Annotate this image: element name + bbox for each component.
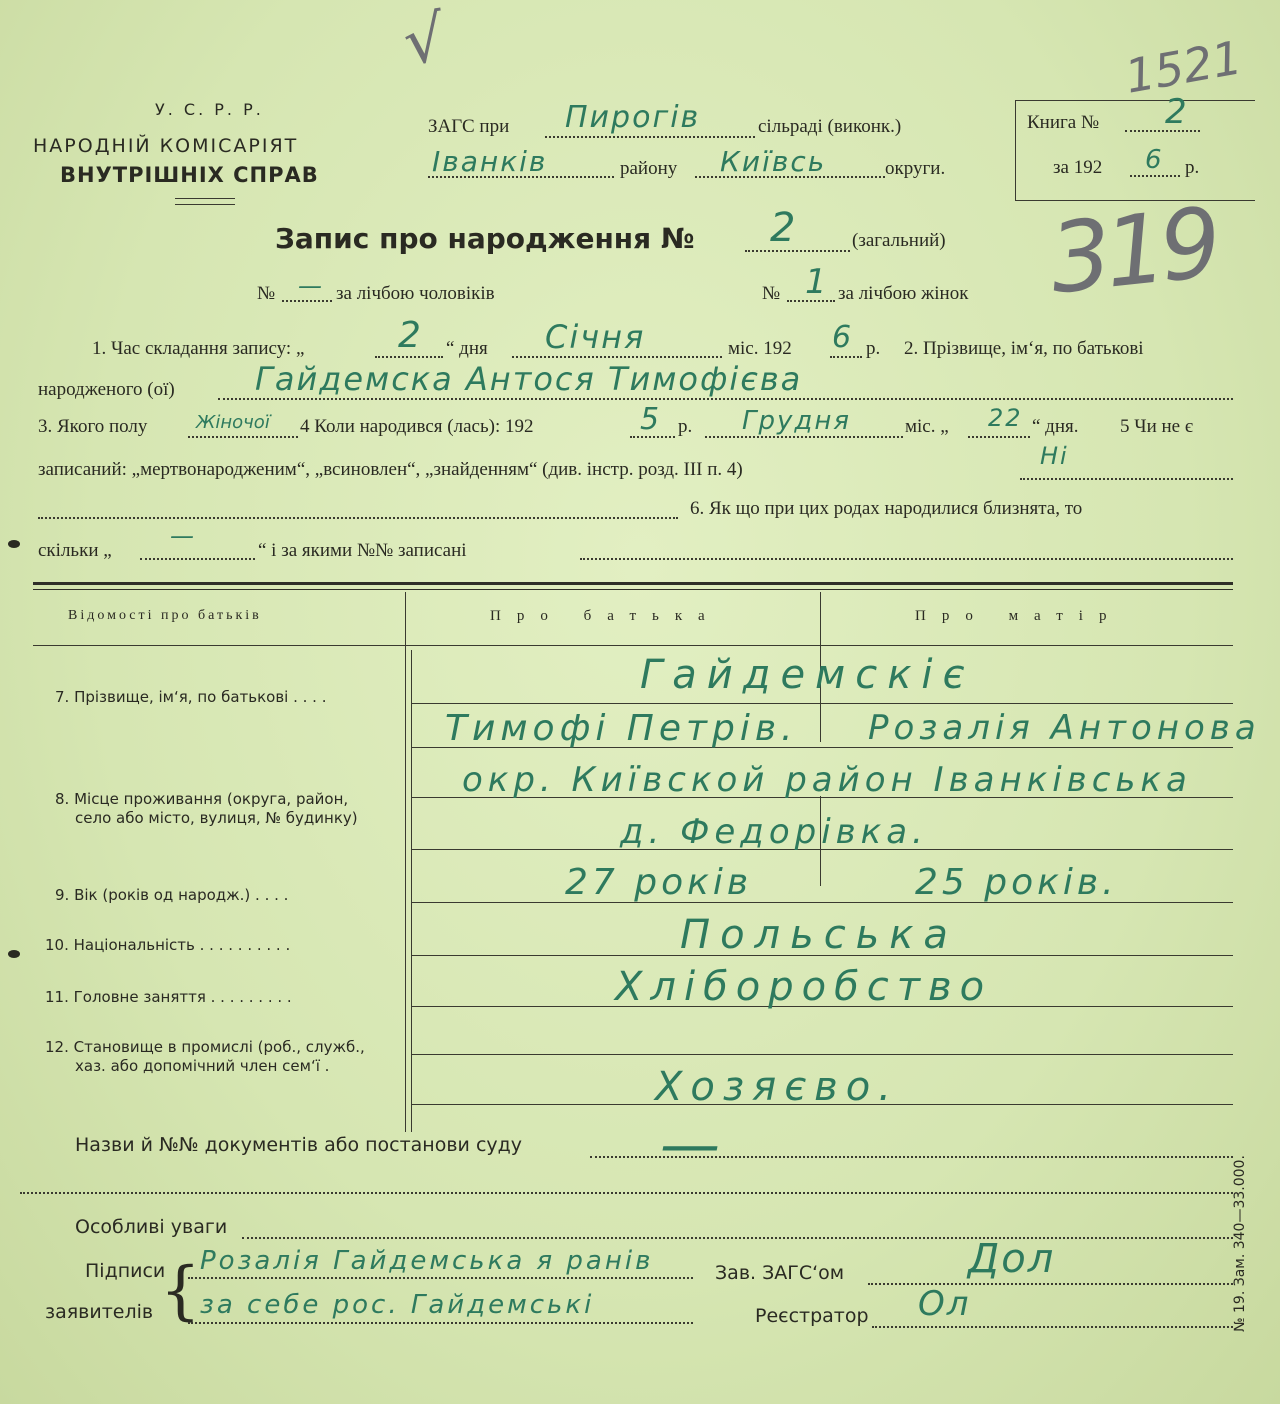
field-1-year-value: 6 [832,320,854,355]
zags-village-value: Пирогів [565,100,701,135]
commissariat-header: НАРОДНІЙ КОМІСАРІЯТ [33,135,299,157]
women-no-sign: № [762,283,781,304]
zags-village-label: сільраді (виконк.) [758,116,902,137]
ussr-header: У. С. Р. Р. [155,100,264,119]
field-4-label: 4 Коли народився (лась): 192 [300,416,534,437]
field-1-day-label: “ дня [446,338,488,359]
pencil-check-mark: √ [399,1,450,81]
book-year-value: 6 [1145,145,1164,175]
residence-line-1-value: окр. Київской район Іванківська [462,760,1192,800]
field-5-value: Ні [1040,442,1069,470]
twins-count-value: — [170,522,196,550]
row-label-residence-cont: село або місто, вулиця, № будинку) [75,809,358,827]
men-count-value: — [298,272,324,300]
ministry-header: ВНУТРІШНІХ СПРАВ [60,163,319,187]
field-1-month-label: міс. 192 [728,338,792,359]
birth-month-label: міс. „ [905,416,949,437]
district-value: Іванків [432,145,548,178]
registrar-label: Реєстратор [755,1305,869,1327]
field-5-label-cont: записаний: „мертвонародженим“, „всиновлен“, „знайденням“ (див. інстр. розд. III п. 4) [38,459,743,480]
district-label: району [620,158,678,179]
field-1-year-suffix: р. [866,338,881,359]
birth-month-value: Грудня [742,406,851,436]
notes-label: Особливі уваги [75,1216,228,1238]
book-label: Книга № [1027,112,1100,133]
zags-head-signature: Дол [968,1236,1056,1282]
record-title: Запис про народження № [275,222,695,255]
men-count-label: за лічбою чоловіків [336,283,495,304]
punch-hole [8,540,20,548]
birth-day-value: 22 [988,404,1023,432]
record-number-value: 2 [770,205,798,251]
field-6-label-cont: скільки „ [38,540,112,561]
father-age-value: 27 років [565,862,753,903]
field-1-month-value: Січня [545,318,646,356]
row-label-occupation: 11. Головне заняття . . . . . . . . . [45,988,292,1006]
header-divider [175,198,235,199]
row-label-residence: 8. Місце проживання (округа, район, [55,790,349,808]
birth-day-label: “ дня. [1032,416,1079,437]
documents-label: Назви й №№ документів або постанови суду [75,1134,523,1156]
field-2-label: 2. Прізвище, ім‘я, по батькові [904,338,1144,359]
col-header-mother: Про матір [915,608,1123,624]
surname-value: Гайдемскіє [640,652,975,698]
okrug-label: округи. [885,158,946,179]
zags-label: ЗАГС при [428,116,510,137]
row-label-status: 12. Становище в промислі (роб., служб., [45,1038,365,1056]
field-1-label: 1. Час складання запису: „ [92,338,305,359]
col-header-father: Про батька [490,608,721,624]
row-label-nationality: 10. Національність . . . . . . . . . . [45,936,291,954]
mother-name-value: Розалія Антонова [868,708,1261,748]
father-name-value: Тимофі Петрів. [445,708,798,749]
mother-age-value: 25 років. [915,862,1118,903]
row-label-age: 9. Вік (років од народж.) . . . . [55,886,289,904]
book-year-suffix: р. [1185,157,1200,178]
pencil-large-number: 319 [1044,186,1221,316]
field-5-label: 5 Чи не є [1120,416,1194,437]
header-divider [175,204,235,205]
signatures-label: Підписи [85,1260,166,1282]
applicant-signature-2: за себе рос. Гайдемські [200,1290,595,1320]
birth-year-value: 5 [640,402,662,437]
women-count-label: за лічбою жінок [838,283,969,304]
okrug-value: Київсь [720,145,827,178]
occupation-value: Хліборобство [615,964,993,1010]
row-label-status-cont: хаз. або допомічний член сем‘ї . [75,1057,330,1075]
record-general-label: (загальний) [852,230,946,251]
applicants-label: заявителів [45,1301,154,1323]
status-value: Хозяєво. [655,1064,899,1110]
documents-value: — [660,1110,722,1180]
women-count-value: 1 [805,262,829,302]
zags-head-label: Зав. ЗАГС‘ом [715,1262,845,1284]
nationality-value: Польська [680,912,958,958]
sex-value: Жіночої [196,412,270,433]
field-3-label: 3. Якого полу [38,416,148,437]
field-6-label: 6. Як що при цих родах народилися близнята, то [690,498,1083,519]
print-run-note: № 19. Зам. 340—33.000. [1232,1155,1248,1332]
field-2-label-cont: народженого (ої) [38,379,175,400]
book-year-label: за 192 [1053,157,1103,178]
birth-year-suffix: р. [678,416,693,437]
punch-hole [8,950,20,958]
residence-line-2-value: д. Федорівка. [620,812,928,852]
applicant-signature-1: Розалія Гайдемська я ранів [200,1246,654,1276]
registrar-signature: Ол [918,1284,971,1324]
field-1-day-value: 2 [398,315,423,356]
col-header-details: Відомості про батьків [68,608,262,623]
child-name-value: Гайдемска Антося Тимофієва [255,360,803,398]
field-6-label-cont2: “ і за якими №№ записані [258,540,467,561]
row-label-surname: 7. Прізвище, ім‘я, по батькові . . . . [55,688,327,706]
men-no-sign: № [257,283,276,304]
pencil-record-number: 1521 [1121,30,1246,104]
book-number-value: 2 [1165,92,1189,132]
signature-brace: { [160,1254,201,1328]
